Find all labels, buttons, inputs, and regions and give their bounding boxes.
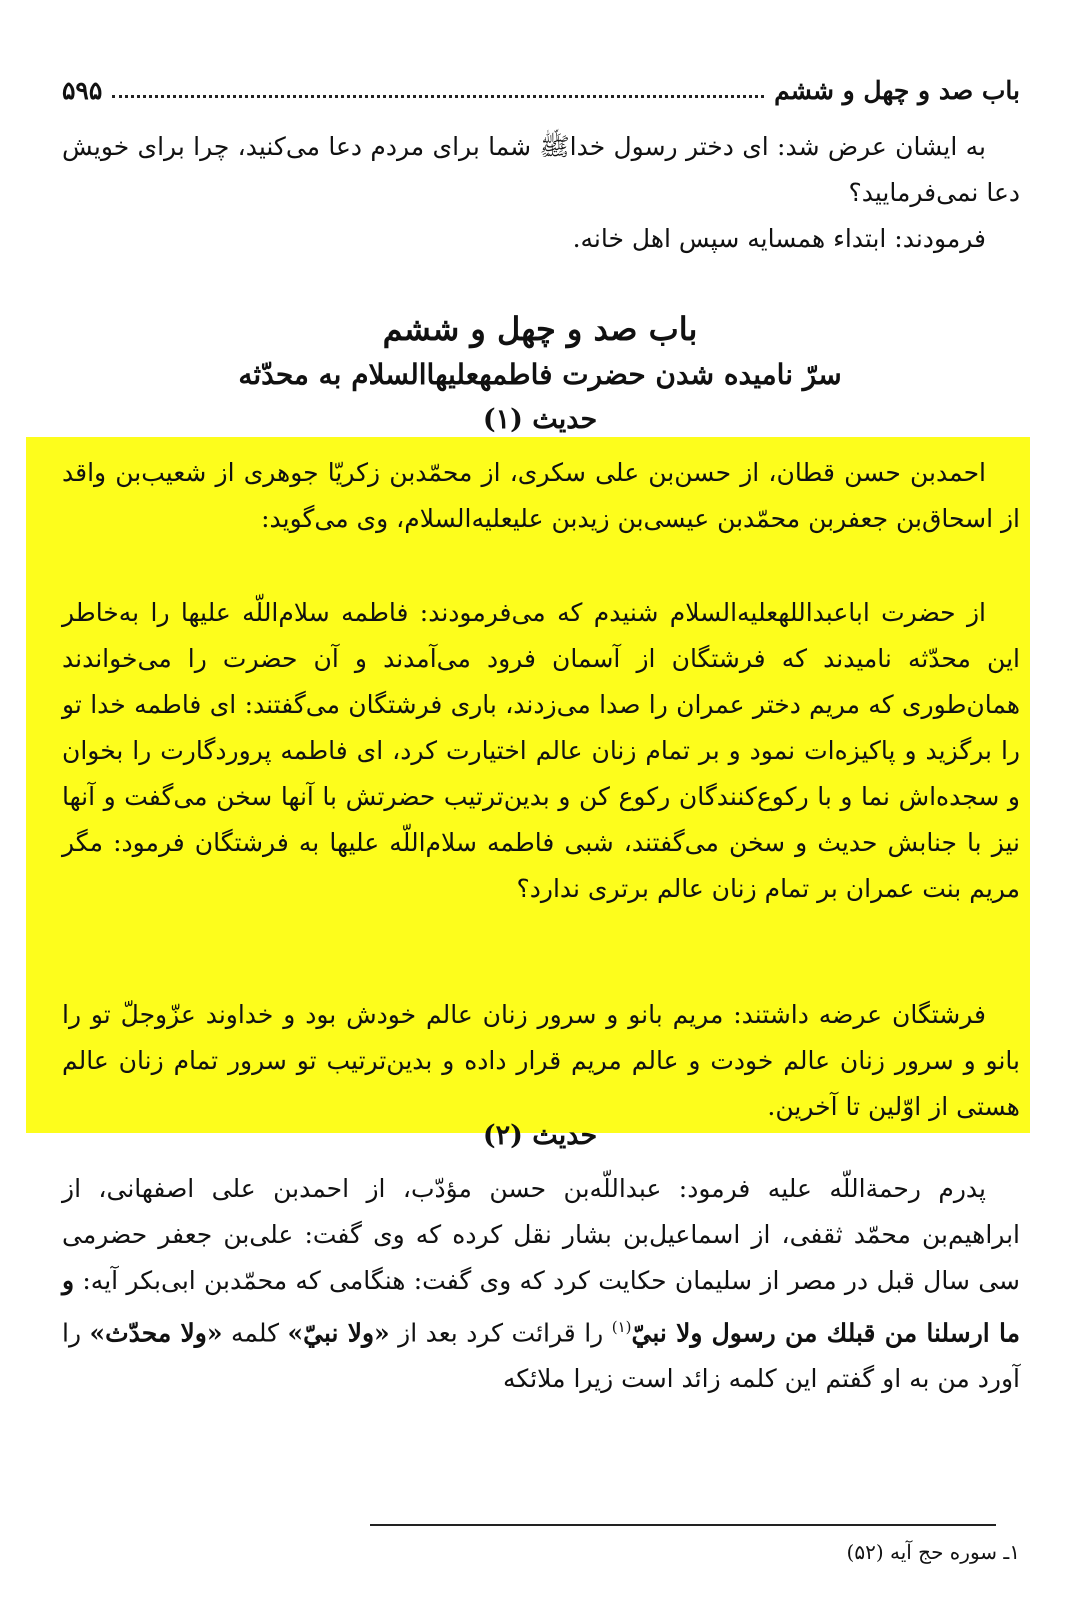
hadith-2-text-d: را آورد من به او گفتم این کلمه زائد است زیرا ملائکه <box>62 1318 1020 1394</box>
intro-paragraph <box>62 124 1020 216</box>
hadith-1-p2-text: از حضرت اباعبداللهعليه‌السلام شنیدم که می‌فرمودند: فاطمه سلام‌اللّه علیها را به‌خاطر این محدّثه نامیدند که فرشتگان از آسمان فرود می‌آمدند و آن حضرت را می‌خواندند همان‌طوری که مریم دختر عمران را صدا می‌زدند، باری فرشتگان می‌گفتند: ای فاطمه خدا تو را برگزید و پاکیزه‌ات نمود و بر تمام زنان عالم اختیارت کرد، ای فاطمه پروردگارت را بخوان و سجده‌اش نما و با رکوع‌کنندگان رکوع کن و بدین‌ترتیب حضرتش با آنها سخن می‌گفت و آنها نیز با جنابش حدیث و سخن می‌گفتند، شبی فاطمه سلام‌اللّه علیها به فرشتگان فرمود: مگر مریم بنت عمران بر تمام زنان عالم برتری ندارد؟ <box>62 598 1020 903</box>
hadith-1-paragraph-3 <box>62 992 1020 1130</box>
chapter-title: باب صد و چهل و ششم <box>382 310 698 348</box>
chapter-subtitle: سرّ نامیده شدن حضرت فاطمهعليها‌السلام به محدّثه <box>238 358 842 391</box>
hadith-1-p1-text: احمدبن حسن قطان، از حسن‌بن علی سکری، از محمّدبن زکریّا جوهری از شعیب‌بن واقد از اسحاق‌بن جعفربن محمّدبن عیسی‌بن زیدبن علیعليه‌السلام، وی می‌گوید: <box>62 458 1020 533</box>
footnote-divider <box>370 1524 996 1526</box>
header-title: باب صد و چهل و ششم <box>774 75 1020 105</box>
quoted-phrase-1: «ولا نبيّ» <box>287 1318 390 1348</box>
intro-line-2: فرمودند: ابتداء همسایه سپس اهل خانه. <box>572 224 986 253</box>
intro-paragraph-2 <box>62 216 1020 262</box>
hadith-1-heading: حدیث (۱) <box>482 404 598 435</box>
quoted-phrase-2: «ولا محدّث» <box>89 1318 223 1348</box>
header-leader-dots <box>112 95 764 98</box>
running-header <box>62 68 1020 112</box>
footnote-marker[interactable]: (۱) <box>611 1318 632 1336</box>
hadith-2-text-a: پدرم رحمة‌اللّه علیه فرمود: عبداللّه‌بن حسن مؤدّب، از احمدبن علی اصفهانی، از ابراهیم‌بن محمّد ثقفی، از اسماعیل‌بن بشار نقل کرده که وی گفت: علی‌بن جعفر حضرمی سی سال قبل در مصر از سلیمان حکایت کرد که وی گفت: هنگامی که محمّدبن ابی‌بکر آیه: <box>62 1174 1020 1295</box>
hadith-2-heading: حدیث (۲) <box>482 1120 598 1151</box>
hadith-2-paragraph-1 <box>62 1166 1020 1402</box>
hadith-1-paragraph-2 <box>62 590 1020 912</box>
page-number: ۵۹۵ <box>62 75 103 105</box>
hadith-2-text-b: را قرائت کرد بعد از <box>389 1318 612 1348</box>
hadith-1-p3-text: فرشتگان عرضه داشتند: مریم بانو و سرور زنان عالم خودش بود و خداوند عزّوجلّ تو را بانو و سرور زنان عالم خودت و عالم مریم قرار داده و بدین‌ترتیب تو سرور تمام زنان عالم هستی از اوّلین تا آخرین. <box>62 1000 1020 1121</box>
hadith-1-paragraph-1 <box>62 450 1020 542</box>
quran-verse: و ما ارسلنا من قبلك من رسول ولا نبيّ <box>62 1266 1020 1348</box>
hadith-2-text-c: کلمه <box>222 1318 288 1348</box>
footnote: ۱ـ سوره حج آیه (۵۲) <box>846 1540 1020 1564</box>
intro-line-1: به ایشان عرض شد: ای دختر رسول خداﷺ شما برای مردم دعا می‌کنید، چرا برای خویش دعا نمی‌فرمایید؟ <box>62 132 1020 207</box>
